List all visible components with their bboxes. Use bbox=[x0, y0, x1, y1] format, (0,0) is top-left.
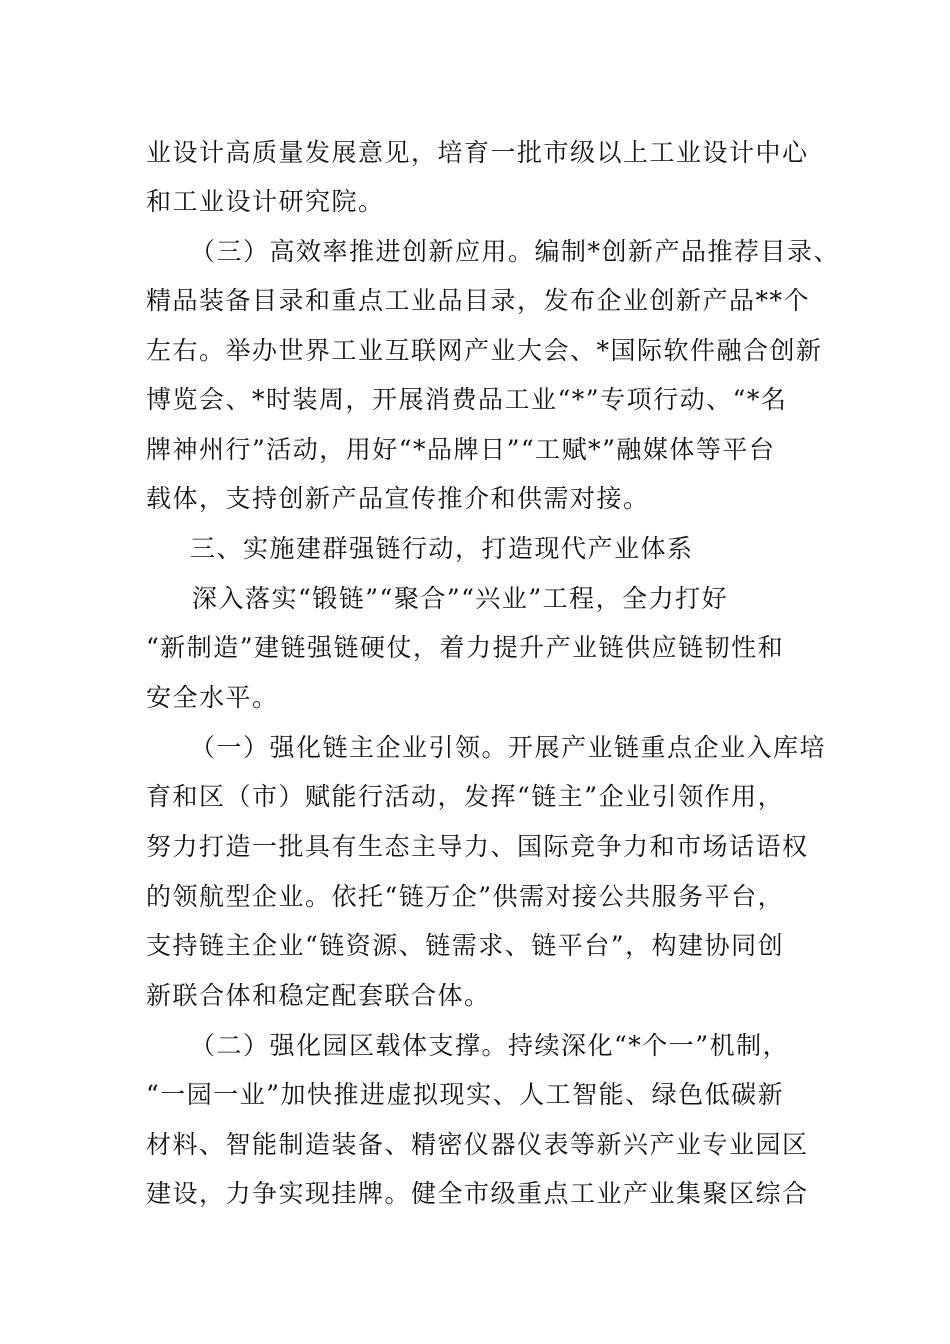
text-line-22: 建设，力争实现挂牌。健全市级重点工业产业集聚区综合 bbox=[146, 1179, 809, 1208]
text-line-1: 业设计高质量发展意见，培育一批市级以上工业设计中心 bbox=[146, 138, 809, 167]
text-line-15: 努力打造一批具有生态主导力、国际竞争力和市场话语权 bbox=[146, 832, 809, 861]
text-line-3: （三）高效率推进创新应用。编制*创新产品推荐目录、 bbox=[190, 237, 841, 266]
text-line-4: 精品装备目录和重点工业品目录，发布企业创新产品**个 bbox=[146, 286, 811, 315]
section-heading: 三、实施建群强链行动，打造现代产业体系 bbox=[190, 534, 694, 563]
text-line-13: （一）强化链主企业引领。开展产业链重点企业入库培 bbox=[190, 733, 827, 762]
text-line-19: （二）强化园区载体支撑。持续深化“*个一”机制， bbox=[190, 1031, 790, 1060]
text-line-14: 育和区（市）赋能行活动，发挥“链主”企业引领作用， bbox=[146, 782, 785, 811]
text-line-18: 新联合体和稳定配套联合体。 bbox=[146, 981, 491, 1010]
text-line-6: 博览会、*时装周，开展消费品工业“*”专项行动、“*名 bbox=[146, 385, 788, 414]
text-line-21: 材料、智能制造装备、精密仪器仪表等新兴产业专业园区 bbox=[146, 1130, 809, 1159]
text-line-7: 牌神州行”活动，用好“*品牌日”“工赋*”融媒体等平台 bbox=[146, 435, 776, 464]
text-line-16: 的领航型企业。依托“链万企”供需对接公共服务平台， bbox=[146, 882, 785, 911]
text-line-17: 支持链主企业“链资源、链需求、链平台”，构建协同创 bbox=[146, 931, 785, 960]
text-line-2: 和工业设计研究院。 bbox=[146, 187, 385, 216]
text-line-5: 左右。举办世界工业互联网产业大会、*国际软件融合创新 bbox=[146, 336, 823, 365]
text-line-11: “新制造”建链强链硬仗，着力提升产业链供应链韧性和 bbox=[146, 633, 785, 662]
text-line-10: 深入落实“锻链”“聚合”“兴业”工程，全力打好 bbox=[192, 584, 729, 613]
text-line-12: 安全水平。 bbox=[146, 683, 279, 712]
text-line-20: “一园一业”加快推进虚拟现实、人工智能、绿色低碳新 bbox=[146, 1080, 785, 1109]
text-line-8: 载体，支持创新产品宣传推介和供需对接。 bbox=[146, 484, 650, 513]
